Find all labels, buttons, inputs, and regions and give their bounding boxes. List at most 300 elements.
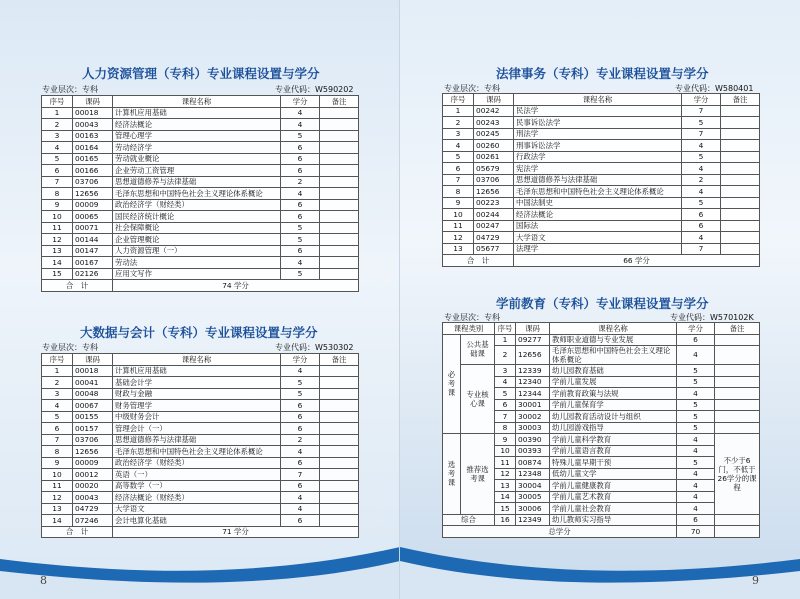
- row-seq: 9: [42, 457, 73, 469]
- row-code: 00018: [73, 107, 113, 119]
- row-remarks: [320, 423, 359, 435]
- header-seq: 序号: [42, 354, 73, 366]
- course-row: [42, 388, 359, 400]
- row-course-name: 学前教育政策与法规: [550, 388, 677, 400]
- row-credits: 5: [677, 457, 715, 469]
- row-code: 00048: [73, 388, 113, 400]
- row-credits: 2: [281, 434, 320, 446]
- row-code: 00009: [73, 457, 113, 469]
- page-number: 9: [752, 574, 759, 587]
- row-code: 12349: [516, 514, 550, 526]
- row-code: 00155: [73, 411, 113, 423]
- left-page-wave-decoration: [0, 529, 400, 599]
- row-credits: 6: [682, 209, 721, 221]
- row-credits: 6: [281, 153, 320, 165]
- header-remarks: 备注: [715, 323, 760, 335]
- row-seq: 13: [495, 480, 516, 492]
- row-credits: 5: [677, 365, 715, 377]
- total-value: 74 学分: [113, 280, 359, 292]
- header-seq: 序号: [495, 323, 516, 335]
- row-code: 00043: [73, 119, 113, 131]
- row-course-name: 经济法概论: [514, 209, 682, 221]
- course-row: [42, 188, 359, 200]
- row-remarks: [715, 376, 760, 388]
- row-course-name: 民法学: [514, 105, 682, 117]
- hr-code-label: 专业代码：W590202: [275, 85, 354, 94]
- row-seq: 8: [495, 422, 516, 434]
- row-remarks: [320, 153, 359, 165]
- total-label: 合 计: [443, 255, 514, 267]
- header-remarks: 备注: [320, 354, 359, 366]
- row-credits: 6: [682, 220, 721, 232]
- header-course-name: 课程名称: [550, 323, 677, 335]
- header-seq: 序号: [42, 96, 73, 108]
- row-remarks: [320, 469, 359, 481]
- preschool-table-title: 学前教育（专科）专业课程设置与学分: [496, 296, 709, 311]
- row-code: 00012: [73, 469, 113, 481]
- total-label: 总学分: [443, 526, 677, 538]
- row-code: 00164: [73, 142, 113, 154]
- header-course-name: 课程名称: [514, 94, 682, 106]
- header-seq: 序号: [443, 94, 474, 106]
- row-course-name: 低幼儿童文学: [550, 468, 677, 480]
- row-course-name: 管理会计（一）: [113, 423, 281, 435]
- row-course-name: 大学语文: [113, 503, 281, 515]
- course-row: [443, 232, 760, 244]
- row-seq: 16: [495, 514, 516, 526]
- row-course-name: 国际法: [514, 220, 682, 232]
- row-code: 00223: [474, 197, 514, 209]
- row-course-name: 学前儿童艺术教育: [550, 491, 677, 503]
- course-row: [443, 163, 760, 175]
- course-row: [42, 165, 359, 177]
- row-remarks: [721, 163, 760, 175]
- row-code: 00165: [73, 153, 113, 165]
- course-row: [42, 515, 359, 527]
- course-row: [42, 400, 359, 412]
- preschool-code-label: 专业代码：W570102K: [670, 313, 754, 322]
- course-row: [42, 365, 359, 377]
- course-row: [42, 107, 359, 119]
- row-seq: 3: [495, 365, 516, 377]
- law-code-label: 专业代码：W580401: [675, 84, 754, 93]
- row-credits: 4: [677, 388, 715, 400]
- row-remarks: [320, 176, 359, 188]
- total-value: 70: [677, 526, 715, 538]
- course-row: [42, 434, 359, 446]
- row-seq: 12: [443, 232, 474, 244]
- row-credits: 5: [682, 151, 721, 163]
- row-course-name: 国民经济统计概论: [113, 211, 281, 223]
- row-code: 00020: [73, 480, 113, 492]
- row-credits: 6: [281, 457, 320, 469]
- row-code: 12656: [516, 346, 550, 365]
- course-row: [42, 142, 359, 154]
- row-course-name: 计算机应用基础: [113, 107, 281, 119]
- row-remarks: [320, 434, 359, 446]
- total-row: [443, 255, 760, 267]
- total-remark: [715, 526, 760, 538]
- row-seq: 10: [443, 209, 474, 221]
- row-course-name: 大学语文: [514, 232, 682, 244]
- course-row: [443, 117, 760, 129]
- row-remarks: [715, 388, 760, 400]
- total-row: [443, 526, 760, 538]
- bigdata-course-table: [41, 353, 359, 538]
- row-credits: 5: [281, 234, 320, 246]
- row-remarks: [320, 411, 359, 423]
- header-code: 课码: [516, 323, 550, 335]
- row-course-name: 计算机应用基础: [113, 365, 281, 377]
- row-seq: 1: [42, 365, 73, 377]
- row-remarks: [721, 128, 760, 140]
- row-code: 30005: [516, 491, 550, 503]
- row-course-name: 中国法制史: [514, 197, 682, 209]
- row-course-name: 行政法学: [514, 151, 682, 163]
- course-row: [42, 377, 359, 389]
- row-seq: 14: [495, 491, 516, 503]
- row-credits: 6: [281, 515, 320, 527]
- row-seq: 15: [495, 503, 516, 515]
- row-remarks: [320, 515, 359, 527]
- row-seq: 12: [42, 492, 73, 504]
- row-course-name: 幼儿园教育基础: [550, 365, 677, 377]
- row-seq: 5: [443, 151, 474, 163]
- row-course-name: 高等数学（一）: [113, 480, 281, 492]
- row-seq: 4: [42, 142, 73, 154]
- header-remarks: 备注: [721, 94, 760, 106]
- course-row: [443, 151, 760, 163]
- row-seq: 5: [495, 388, 516, 400]
- total-row: [42, 280, 359, 292]
- row-code: 30002: [516, 411, 550, 423]
- row-seq: 7: [443, 174, 474, 186]
- row-code: 03706: [474, 174, 514, 186]
- row-course-name: 毛泽东思想和中国特色社会主义理论体系概论: [113, 188, 281, 200]
- row-seq: 3: [42, 130, 73, 142]
- row-remarks: [320, 365, 359, 377]
- row-remarks: [320, 222, 359, 234]
- row-remarks: [320, 142, 359, 154]
- row-credits: 4: [281, 446, 320, 458]
- row-course-name: 经济法概论（财经类）: [113, 492, 281, 504]
- row-remarks: [320, 245, 359, 257]
- row-course-name: 幼儿教师实习指导: [550, 514, 677, 526]
- row-seq: 9: [42, 199, 73, 211]
- row-credits: 4: [281, 503, 320, 515]
- row-course-name: 学前儿童保育学: [550, 399, 677, 411]
- row-credits: 4: [682, 186, 721, 198]
- course-row: [443, 197, 760, 209]
- row-code: 12344: [516, 388, 550, 400]
- preschool-course-table: [442, 322, 760, 538]
- row-credits: 4: [281, 365, 320, 377]
- row-credits: 5: [281, 377, 320, 389]
- row-remarks: [320, 480, 359, 492]
- course-row: [42, 222, 359, 234]
- row-code: 00393: [516, 445, 550, 457]
- row-code: 07246: [73, 515, 113, 527]
- row-credits: 4: [682, 140, 721, 152]
- row-code: 00163: [73, 130, 113, 142]
- row-seq: 5: [42, 153, 73, 165]
- row-course-name: 毛泽东思想和中国特色社会主义理论体系概论: [514, 186, 682, 198]
- row-seq: 4: [495, 376, 516, 388]
- row-remarks: [715, 334, 760, 346]
- recommended-group: 推荐选考课: [461, 434, 495, 515]
- row-course-name: 幼儿园游戏指导: [550, 422, 677, 434]
- row-code: 00041: [73, 377, 113, 389]
- row-seq: 13: [443, 243, 474, 255]
- row-seq: 7: [42, 176, 73, 188]
- row-code: 12339: [516, 365, 550, 377]
- row-seq: 6: [42, 165, 73, 177]
- row-course-name: 经济法概论: [113, 119, 281, 131]
- row-seq: 11: [42, 480, 73, 492]
- row-seq: 11: [443, 220, 474, 232]
- row-seq: 6: [495, 399, 516, 411]
- header-course-name: 课程名称: [113, 354, 281, 366]
- row-course-name: 思想道德修养与法律基础: [514, 174, 682, 186]
- comprehensive-category: 综合: [443, 514, 495, 526]
- row-seq: 13: [42, 503, 73, 515]
- row-course-name: 教师职业道德与专业发展: [550, 334, 677, 346]
- row-course-name: 思想道德修养与法律基础: [113, 434, 281, 446]
- row-credits: 4: [677, 434, 715, 446]
- row-code: 30006: [516, 503, 550, 515]
- row-course-name: 宪法学: [514, 163, 682, 175]
- course-row: [42, 411, 359, 423]
- row-code: 00018: [73, 365, 113, 377]
- row-remarks: [715, 422, 760, 434]
- row-seq: 10: [42, 211, 73, 223]
- row-credits: 6: [677, 334, 715, 346]
- row-course-name: 基础会计学: [113, 377, 281, 389]
- row-credits: 6: [281, 245, 320, 257]
- row-course-name: 毛泽东思想和中国特色社会主义理论体系概论: [113, 446, 281, 458]
- row-code: 04729: [73, 503, 113, 515]
- row-seq: 11: [495, 457, 516, 469]
- course-row: [443, 186, 760, 198]
- row-code: 03706: [73, 434, 113, 446]
- course-row: [42, 492, 359, 504]
- row-remarks: [320, 268, 359, 280]
- course-row: [42, 130, 359, 142]
- row-code: 12340: [516, 376, 550, 388]
- row-remarks: [715, 399, 760, 411]
- row-code: 00065: [73, 211, 113, 223]
- row-remarks: [320, 165, 359, 177]
- row-code: 00071: [73, 222, 113, 234]
- row-course-name: 财务管理学: [113, 400, 281, 412]
- preschool-level-label: 专业层次：专科: [444, 313, 500, 322]
- row-course-name: 学前儿童语言教育: [550, 445, 677, 457]
- row-code: 00166: [73, 165, 113, 177]
- row-credits: 6: [281, 142, 320, 154]
- course-row: [42, 469, 359, 481]
- law-table-title: 法律事务（专科）专业课程设置与学分: [496, 66, 709, 81]
- row-remarks: [715, 346, 760, 365]
- row-course-name: 劳动法: [113, 257, 281, 269]
- row-course-name: 毛泽东思想和中国特色社会主义理论体系概论: [550, 346, 677, 365]
- course-row: [443, 334, 760, 346]
- row-credits: 6: [281, 400, 320, 412]
- right-page-wave-decoration: [400, 529, 800, 599]
- course-row: [42, 457, 359, 469]
- row-course-name: 劳动经济学: [113, 142, 281, 154]
- row-credits: 4: [677, 480, 715, 492]
- row-course-name: 学前儿童社会教育: [550, 503, 677, 515]
- row-seq: 3: [443, 128, 474, 140]
- row-remarks: [320, 492, 359, 504]
- row-credits: 5: [281, 388, 320, 400]
- course-row: [443, 434, 760, 446]
- row-credits: 6: [281, 165, 320, 177]
- header-credits: 学分: [281, 354, 320, 366]
- elective-note: 不少于6门，不低于26学分的课程: [715, 434, 760, 515]
- row-code: 00043: [73, 492, 113, 504]
- row-remarks: [721, 232, 760, 244]
- course-row: [42, 245, 359, 257]
- row-course-name: 法理学: [514, 243, 682, 255]
- header-credits: 学分: [281, 96, 320, 108]
- row-code: 00390: [516, 434, 550, 446]
- row-credits: 7: [682, 128, 721, 140]
- row-course-name: 思想道德修养与法律基础: [113, 176, 281, 188]
- course-row: [42, 503, 359, 515]
- row-seq: 5: [42, 411, 73, 423]
- row-code: 30003: [516, 422, 550, 434]
- row-credits: 5: [281, 222, 320, 234]
- row-code: 00261: [474, 151, 514, 163]
- row-credits: 4: [677, 503, 715, 515]
- bigdata-table-title: 大数据与会计（专科）专业课程设置与学分: [80, 325, 318, 340]
- page-number: 8: [40, 574, 47, 587]
- row-seq: 8: [42, 446, 73, 458]
- row-credits: 2: [281, 176, 320, 188]
- hr-level-label: 专业层次：专科: [42, 85, 98, 94]
- row-credits: 5: [682, 197, 721, 209]
- row-code: 00144: [73, 234, 113, 246]
- row-code: 00874: [516, 457, 550, 469]
- row-remarks: [320, 503, 359, 515]
- row-seq: 12: [42, 234, 73, 246]
- row-remarks: [320, 388, 359, 400]
- row-code: 00260: [474, 140, 514, 152]
- row-code: 05679: [474, 163, 514, 175]
- row-course-name: 刑事诉讼法学: [514, 140, 682, 152]
- course-row: [42, 268, 359, 280]
- course-row: [42, 446, 359, 458]
- row-code: 00243: [474, 117, 514, 129]
- row-course-name: 企业劳动工资管理: [113, 165, 281, 177]
- row-credits: 4: [677, 346, 715, 365]
- row-seq: 4: [42, 400, 73, 412]
- total-row: [42, 526, 359, 538]
- row-credits: 5: [677, 411, 715, 423]
- row-seq: 6: [443, 163, 474, 175]
- row-credits: 4: [281, 257, 320, 269]
- row-course-name: 学前儿童科学教育: [550, 434, 677, 446]
- total-value: 66 学分: [514, 255, 760, 267]
- right-page: [400, 0, 800, 599]
- row-credits: 4: [677, 491, 715, 503]
- course-row: [42, 176, 359, 188]
- row-code: 00157: [73, 423, 113, 435]
- row-credits: 4: [677, 468, 715, 480]
- course-row: [443, 174, 760, 186]
- row-remarks: [320, 377, 359, 389]
- row-remarks: [721, 197, 760, 209]
- row-code: 00242: [474, 105, 514, 117]
- row-course-name: 管理心理学: [113, 130, 281, 142]
- header-credits: 学分: [682, 94, 721, 106]
- required-category: 必考课: [443, 334, 461, 434]
- hr-course-table: [41, 95, 359, 292]
- course-row: [42, 480, 359, 492]
- row-seq: 13: [42, 245, 73, 257]
- row-seq: 2: [42, 377, 73, 389]
- row-course-name: 刑法学: [514, 128, 682, 140]
- bigdata-code-label: 专业代码：W530302: [275, 343, 354, 352]
- row-seq: 2: [42, 119, 73, 131]
- row-credits: 6: [281, 423, 320, 435]
- total-label: 合 计: [42, 280, 113, 292]
- row-course-name: 中级财务会计: [113, 411, 281, 423]
- row-remarks: [721, 174, 760, 186]
- row-seq: 14: [42, 515, 73, 527]
- course-row: [42, 257, 359, 269]
- row-course-name: 政治经济学（财经类）: [113, 457, 281, 469]
- header-credits: 学分: [677, 323, 715, 335]
- course-row: [443, 128, 760, 140]
- row-course-name: 企业管理概论: [113, 234, 281, 246]
- row-course-name: 劳动就业概论: [113, 153, 281, 165]
- row-credits: 7: [682, 243, 721, 255]
- row-course-name: 学前儿童发展: [550, 376, 677, 388]
- row-remarks: [721, 220, 760, 232]
- hr-table-title: 人力资源管理（专科）专业课程设置与学分: [82, 66, 320, 81]
- law-level-label: 专业层次：专科: [444, 84, 500, 93]
- row-remarks: [715, 514, 760, 526]
- row-code: 00247: [474, 220, 514, 232]
- row-seq: 8: [42, 188, 73, 200]
- row-seq: 1: [42, 107, 73, 119]
- row-credits: 7: [281, 469, 320, 481]
- row-credits: 4: [281, 119, 320, 131]
- course-row: [42, 199, 359, 211]
- row-code: 00245: [474, 128, 514, 140]
- row-remarks: [320, 107, 359, 119]
- row-seq: 10: [42, 469, 73, 481]
- course-row: [443, 243, 760, 255]
- row-credits: 2: [682, 174, 721, 186]
- course-row: [443, 209, 760, 221]
- row-remarks: [320, 400, 359, 412]
- row-course-name: 民事诉讼法学: [514, 117, 682, 129]
- row-remarks: [715, 411, 760, 423]
- row-remarks: [721, 105, 760, 117]
- public-foundation-group: 公共基础课: [461, 334, 495, 365]
- row-credits: 7: [682, 105, 721, 117]
- row-code: 30004: [516, 480, 550, 492]
- row-seq: 12: [495, 468, 516, 480]
- row-code: 00067: [73, 400, 113, 412]
- row-code: 30001: [516, 399, 550, 411]
- law-course-table: [442, 93, 760, 267]
- row-course-name: 幼儿园教育活动设计与组织: [550, 411, 677, 423]
- row-seq: 1: [443, 105, 474, 117]
